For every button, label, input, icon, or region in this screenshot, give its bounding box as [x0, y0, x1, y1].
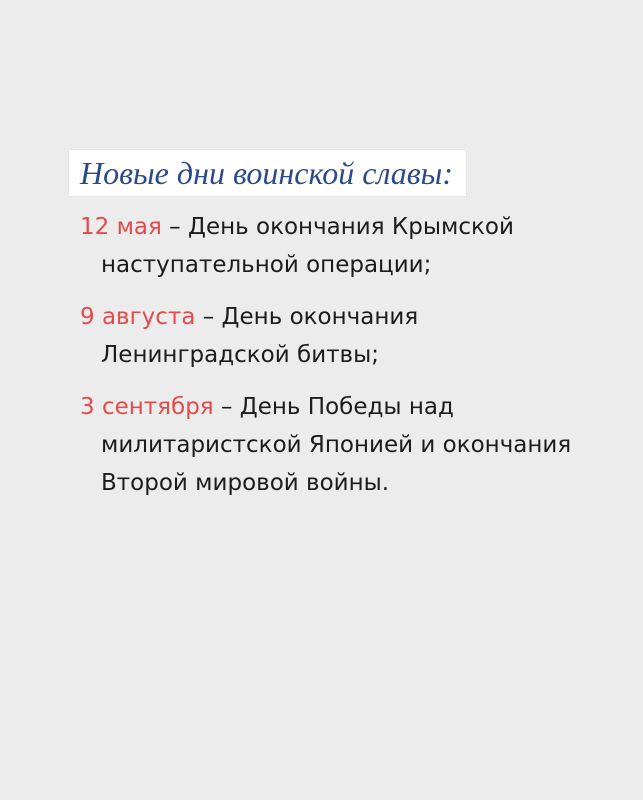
- entry-continuation: милитаристской Японией и окончания: [101, 432, 572, 458]
- entry-text: – День окончания Крымской: [161, 214, 514, 240]
- list-item: [80, 388, 620, 502]
- entry-date: 9 августа: [80, 304, 196, 330]
- entry-text: – День окончания: [195, 304, 419, 330]
- entry-continuation: Второй мировой войны.: [101, 470, 390, 496]
- list-item: [80, 208, 620, 284]
- entry-continuation: наступательной операции;: [101, 252, 432, 278]
- page-title: Новые дни воинской славы:: [80, 155, 453, 191]
- decorative-bottom-panel: [241, 740, 401, 800]
- entry-text: – День Победы над: [213, 394, 454, 420]
- page-title-box: [69, 150, 466, 196]
- entry-date: 12 мая: [80, 214, 162, 240]
- entry-continuation: Ленинградской битвы;: [101, 342, 380, 368]
- entry-first-line: [80, 208, 620, 246]
- list-item: [80, 298, 620, 374]
- entries-list: [80, 208, 620, 516]
- entry-date: 3 сентября: [80, 394, 214, 420]
- entry-first-line: [80, 388, 620, 426]
- entry-first-line: [80, 298, 620, 336]
